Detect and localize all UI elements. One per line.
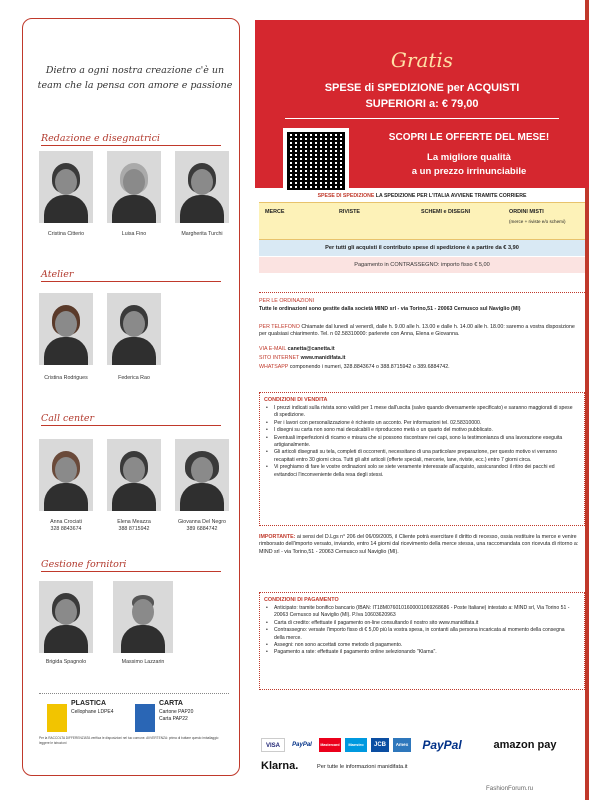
photo-giovanna-del-negro — [175, 439, 229, 511]
section-rule — [41, 145, 221, 146]
team-panel — [22, 18, 240, 776]
promo-quality2: a un prezzo irrinunciabile — [411, 166, 527, 177]
shipping-col-riviste: RIVISTE — [339, 209, 360, 215]
section-title-call-center: Call center — [41, 413, 95, 424]
shipping-col-schemi: SCHEMI e DISEGNI — [421, 209, 471, 215]
orders-email: VIA E-MAIL canetta@canetta.it — [259, 346, 335, 352]
shipping-cod: Pagamento in CONTRASSEGNO: importo fisso € 5,00 — [259, 257, 585, 273]
photo-massimo-lazzarin — [113, 581, 173, 653]
list-item: • Eventuali imperfezioni di ricamo e misura che si possono riscontrare nei capi, sono la testimonianza di una lavorazione eseguita artigianalmente. — [266, 435, 576, 450]
photo-margherita-turchi — [175, 151, 229, 223]
maestro-logo: Maestro — [345, 738, 367, 752]
caption-phone: 388 8715942 — [118, 526, 150, 532]
conditions-list — [266, 405, 576, 479]
payment-list — [266, 605, 576, 657]
photo-luisa-fino — [107, 151, 161, 223]
list-item: • Per i lavori con personalizzazione è richiesto un acconto. Per informazioni tel. 02.58310000. — [266, 420, 576, 427]
caption-name: Cristina Rodrigues — [44, 375, 88, 381]
caption-name: Massimo Lazzarin — [121, 659, 165, 665]
photo-elena-meazza — [107, 439, 161, 511]
list-item: • Contrassegno: versate l'importo fisso di € 5,00 più la vostra spesa, in contanti alla persona incaricata al momento della consegna della merce. — [266, 627, 576, 642]
section-rule — [41, 281, 221, 282]
orders-head: PER LE ORDINAZIONI — [259, 298, 315, 304]
orders-phone: PER TELEFONO Chiamate dal lunedì al venerdì, dalle h. 9.00 alle h. 13.00 e dalle h. 14.00 alle h. 18.00: saremo a vostra disposizione per qualsiasi chiarimento. Tel. n 02.58310000: parlerete con Anna, Elena e Giovanna. — [259, 324, 575, 338]
caption-phone: 328 8843674 — [50, 526, 82, 532]
photo-cristina-rodrigues — [39, 293, 93, 365]
caption-name: Elena Meazza — [117, 519, 151, 525]
visa-logo: VISA — [261, 738, 285, 752]
photo-federica-rao — [107, 293, 161, 365]
caption-name: Giovanna Del Negro — [178, 519, 226, 525]
photo-cristina-citterio — [39, 151, 93, 223]
plastica-title: PLASTICA — [71, 700, 106, 707]
promo-gratis: Gratis — [390, 48, 454, 72]
list-item: • Gli articoli disegnati su tela, completi di occorrenti, necessitano di una particolare preparazione, per questo motivo vi verranno recapitati entro 30 giorni circa. Tutti gli altri articoli (offerte speciali, mercerie, lane, riviste, ecc.) entro 7 giorni circa. — [266, 449, 576, 464]
photo-brigida-spagnolo — [39, 581, 93, 653]
divider — [259, 292, 585, 293]
list-item: • I disegni su carta non sono mai decalcabili e riproducono metà o un quarto del motivo pubblicato. — [266, 427, 576, 434]
list-item: • Carta di credito: effettuate il pagamento on-line consultando il nostro sito www.manidifata.it — [266, 620, 576, 627]
orders-site[interactable]: SITO INTERNET www.manidifata.it — [259, 355, 346, 361]
caption-phone: 389 6884742 — [186, 526, 218, 532]
payment-box — [259, 592, 585, 690]
shipping-col-misti: ORDINI MISTI — [509, 209, 544, 215]
orders-text: Tutte le ordinazioni sono gestite dalla società MIND srl - via Torino,51 - 20063 Cernusco sul Naviglio (MI) — [259, 306, 521, 312]
conditions-box — [259, 392, 585, 526]
paypal-small-logo: PayPal — [292, 742, 312, 748]
photo-anna-crociati — [39, 439, 93, 511]
section-rule — [41, 571, 221, 572]
list-item: • Assegni: non sono accettati come metodo di pagamento. — [266, 642, 576, 649]
recycle-box — [39, 693, 229, 751]
shipping-title: SPESE DI SPEDIZIONE LA SPEDIZIONE PER L'ITALIA AVVIENE TRAMITE CORRIERE — [317, 193, 527, 199]
klarna-logo: Klarna. — [261, 760, 299, 772]
section-title-redazione: Redazione e disegnatrici — [41, 133, 160, 144]
shipping-contribution: Per tutti gli acquisti il contributo spese di spedizione è a partire da € 3,90 — [259, 240, 585, 256]
plastic-bin-icon — [47, 704, 67, 732]
mastercard-logo: Mastercard — [319, 738, 341, 752]
carta-sub: Cartone PAP20 — [159, 709, 194, 715]
carta-sub: Carta PAP22 — [159, 716, 188, 722]
recycle-note: Per la RACCOLTA DIFFERENZIATA verifica le disposizioni nel tuo comune. AVVERTENZA: prima di buttare questo imballaggio leggere le istruzioni — [39, 736, 219, 745]
promo-quality1: La migliore qualità — [427, 152, 511, 163]
klarna-note: Per tutte le informazioni manidifata.it — [317, 764, 408, 770]
section-rule — [41, 425, 221, 426]
caption-name: Cristina Citterio — [47, 231, 85, 237]
caption-name: Luisa Fino — [121, 231, 147, 237]
list-item: • Pagamento a rate: effettuate il pagamento online selezionando "Klarna". — [266, 649, 576, 656]
list-item: • Vi preghiamo di fare le vostre ordinazioni solo se siete veramente interessate all'acquisto, assicurandoci il ritiro dei pacchi ed evitandoci l'inconveniente della resa degli stessi. — [266, 464, 576, 479]
paypal-logo: PayPal — [422, 738, 462, 752]
caption-name: Anna Crociati — [50, 519, 82, 525]
shipping-col-misti-note: (merce + riviste e/o schemi) — [509, 219, 566, 224]
amazon-pay-logo: amazon pay — [493, 739, 557, 751]
shipping-table — [259, 202, 585, 240]
orders-whatsapp: WHATSAPP componendo i numeri, 328.8843674 o 388.8715942 o 389.6884742. — [259, 364, 450, 370]
list-item: • I prezzi indicati sulla rivista sono validi per 1 mese dall'uscita (salvo quando diversamente specificato) e saranno maggiorati di spese di spedizione. — [266, 405, 576, 420]
team-intro: Dietro a ogni nostra creazione c'è un team che la pensa con amore e passione — [37, 65, 233, 91]
carta-title: CARTA — [159, 700, 183, 707]
plastica-sub: Cellophane LDPE4 — [71, 709, 114, 715]
caption-name: Margherita Turchi — [181, 231, 223, 237]
promo-line1: SPESE di SPEDIZIONE per ACQUISTI — [324, 82, 520, 94]
payment-head: CONDIZIONI DI PAGAMENTO — [264, 597, 339, 603]
info-column — [255, 0, 589, 800]
jcb-logo: JCB — [371, 738, 389, 752]
shipping-col-merce: MERCE — [265, 209, 285, 215]
promo-line2: SUPERIORI a: € 79,00 — [365, 98, 479, 110]
section-title-fornitori: Gestione fornitori — [41, 559, 127, 570]
amex-logo: Amex — [393, 738, 411, 752]
list-item: • Anticipato: tramite bonifico bancario (IBAN: IT18M0760101600001069268686 - Poste Italiane) intestato a: MIND srl, Via Torino 51 - 20063 Cernusco sul Naviglio (MI). P.Iva 10603620963 — [266, 605, 576, 620]
watermark: FashionForum.ru — [486, 785, 534, 792]
section-title-atelier: Atelier — [41, 269, 74, 280]
paper-bin-icon — [135, 704, 155, 732]
caption-name: Federica Rao — [118, 375, 150, 381]
promo-offers: SCOPRI LE OFFERTE DEL MESE! — [388, 132, 550, 143]
conditions-head: CONDIZIONI DI VENDITA — [264, 397, 328, 403]
important-note: IMPORTANTE: ai sensi del D.Lgs n° 206 del 06/09/2005, il Cliente potrà esercitare il diritto di recesso, ossia restituire la merce e venire rimborsato dell'importo versato, inviando, entro 14 giorni dal ricevimento della merce stessa, una raccomandata con ricevuta di ritorno a: MIND srl - via Torino,51 - 20063 Cernusco sul Naviglio (MI). — [259, 534, 579, 555]
caption-name: Brigida Spagnolo — [45, 659, 87, 665]
